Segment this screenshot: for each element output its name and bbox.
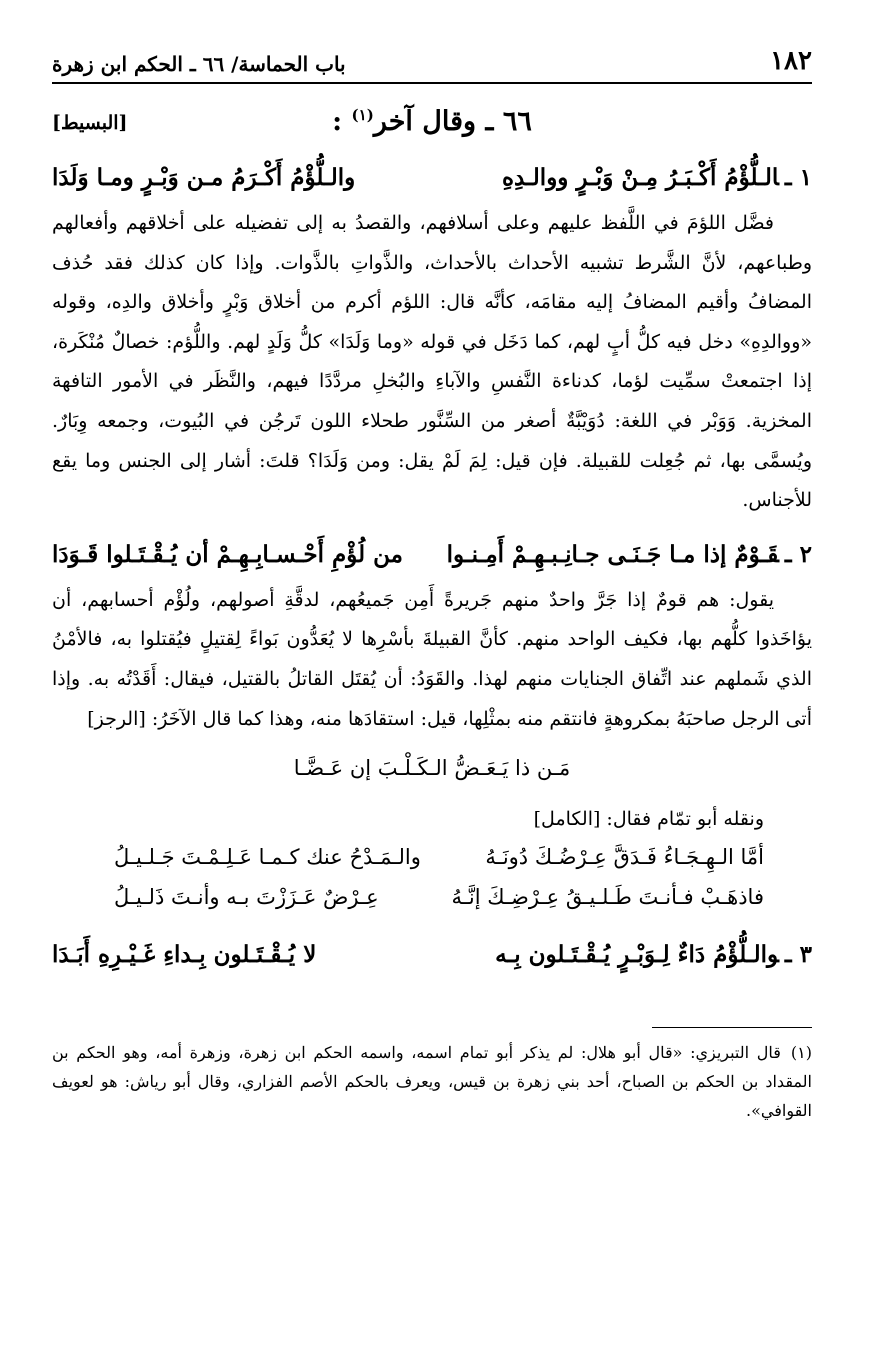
- verse-number: ٣ ـ: [784, 941, 812, 969]
- verse-3-second-hemistich: لا يُـقْـتَـلون بِـداءِ غَـيْـرِهِ أَبَـدَا: [52, 941, 317, 969]
- running-title: باب الحماسة/ ٦٦ ـ الحكم ابن زهرة: [52, 52, 346, 76]
- verse-3: [52, 935, 812, 975]
- verse-1-first-text: الـلُّؤْمُ أَكْـبَـرُ مِـنْ وَبْـرٍ ووالـدِهِ: [501, 164, 779, 191]
- verse-2-first-text: قَـوْمٌ إذا مـا جَـنَـى جـانِـبـهِـمْ أَمِـنـوا: [446, 540, 779, 568]
- couplet-1-first: أمَّا الـهِـجَـاءُ فَـدَقَّ عِـرْضُـكَ دُونَـهُ: [485, 845, 764, 870]
- kamil-intro: ونقله أبو تمّام فقال: [الكامل]: [533, 808, 764, 831]
- verse-number: ٢ ـ: [784, 540, 812, 568]
- quoted-couplet-1: [52, 837, 812, 877]
- verse-2-second-hemistich: من لُؤْمِ أَحْـسـابِـهِـمْ أن يُـقْـتَـلوا قَـوَدَا: [52, 540, 403, 568]
- page-number: ١٨٢: [770, 46, 812, 76]
- footnote-divider: [652, 1027, 812, 1028]
- quoted-couplet-2: [52, 877, 812, 917]
- verse-1-first-hemistich: [502, 158, 812, 198]
- footnote: [52, 1038, 812, 1125]
- couplet-2-first: فاذهَـبْ فـأنـتَ طَـلـيـقُ عِـرْضِـكَ إنَّـهُ: [451, 885, 764, 910]
- verse-3-first-hemistich: [495, 935, 812, 975]
- poem-title: [332, 106, 532, 137]
- running-header: [52, 40, 812, 84]
- footnote-reference: (١): [351, 106, 374, 124]
- poem-title-colon: :: [332, 106, 343, 137]
- verse-1-second-hemistich: والـلُّؤْمُ أَكْـرَمُ مـن وَبْـرٍ ومـا وَلَدَا: [52, 164, 356, 191]
- couplet-2-second: عِـرْضٌ عَـزَزْتَ بـه وأنـتَ ذَلـيـلُ: [114, 885, 379, 910]
- poem-title-text: ٦٦ ـ وقال آخر: [373, 106, 532, 137]
- commentary-verse-1: فضَّل اللؤمَ في اللَّفظ عليهم وعلى أسلافهم، والقصدُ به إلى تفضيله على أخلاقهم وأفعالهم وطباعهم، لأنَّ الشَّرط تشبيه الأحداث بالأحداث، والذَّواتِ بالذَّوات. وإذا كان كذلك فقد حُذف المضافُ وأقيم المضافُ إليه مقامَه، كأنَّه قال: اللؤم أكرم من أخلاق وَبْرٍ وأخلاق والدِه، وقوله «ووالدِهِ» دخل فيه كلُّ أبٍ لهم، كما دَخَل في قوله «وما وَلَدَا» كلُّ وَلَدٍ لهم. واللُّؤم: خصالٌ مُنْكَرة، إذا اجتمعتْ سمِّيت لؤما، كدناءة النَّفسِ والآباءِ والبُخلِ مردَّدًا فيهم، والنَّظَر في الأمور التافهة المخزية. وَوَبْر في اللغة: دُوَيْبَّةٌ أصغر من السِّنَّور طحلاء اللون تَرجُن في البُيوت، وجمعه وِبَارٌ. ويُسمَّى بها، ثم جُعِلت للقبيلة. فإن قيل: لِمَ لَمْ يقل: ومن وَلَدَا؟ قلتَ: أشار إلى الجنس وما يقع للأجناس.: [52, 212, 812, 512]
- verse-2: [52, 535, 812, 575]
- couplet-1-second: والـمَـدْحُ عنك كـمـا عَـلِـمْـتَ جَـلـيـلُ: [114, 845, 421, 870]
- meter-label: [البسيط]: [52, 112, 128, 134]
- verse-3-first-text: والـلُّؤْمُ دَاءٌ لِـوَبْـرٍ يُـقْـتَـلون بِـه: [495, 941, 779, 969]
- commentary-verse-2: يقول: هم قومٌ إذا جَرَّ واحدٌ منهم جَريرةً أَمِن جَميعُهم، لدقَّةِ أصولهم، ولُؤْم أحسابهم، أن يؤاخَذوا كلُّهم بها، فكيف الواحد منهم. كأنَّ القبيلةَ بأسْرِها لا يُعَدُّون بَواءً لِقتيلٍ فيُقتلوا به، فالأمْنُ الذي شَملهم عند اتِّفاق الجنايات منهم لهذا. والقَوَدُ: أن يُقتَل القاتلُ بالقتيل، فيقال: أَقَدْتُه به. وإذا أتى الرجل صاحبَهُ بمكروهةٍ فانتقم منه بمثْلِها، قيل: استقادَها منه، وهذا كما قال الآخَرُ: [الرجز]: [52, 588, 812, 730]
- footnote-marker: (١): [790, 1043, 812, 1063]
- poem-heading: [52, 106, 812, 146]
- book-page: [52, 40, 812, 1125]
- verse-1: [52, 158, 812, 198]
- rajaz-quote: مَـن ذا يَـعَـضُّ الـكَـلْـبَ إن عَـضَّـا: [293, 756, 571, 781]
- verse-2-first-hemistich: [447, 535, 812, 575]
- verse-number: ١ ـ: [784, 164, 812, 191]
- footnote-text: قال التبريزي: «قال أبو هلال: لم يذكر أبو تمام اسمه، واسمه الحكم ابن زهرة، وزهرة أمه، وهو الحكم بن المقداد بن الحكم بن الصباح، أحد بني زهرة بن قيس، ويعرف بالحكم الأصم الفزاري، وقال أبو رياش: هو لعويف القوافي».: [52, 1043, 812, 1121]
